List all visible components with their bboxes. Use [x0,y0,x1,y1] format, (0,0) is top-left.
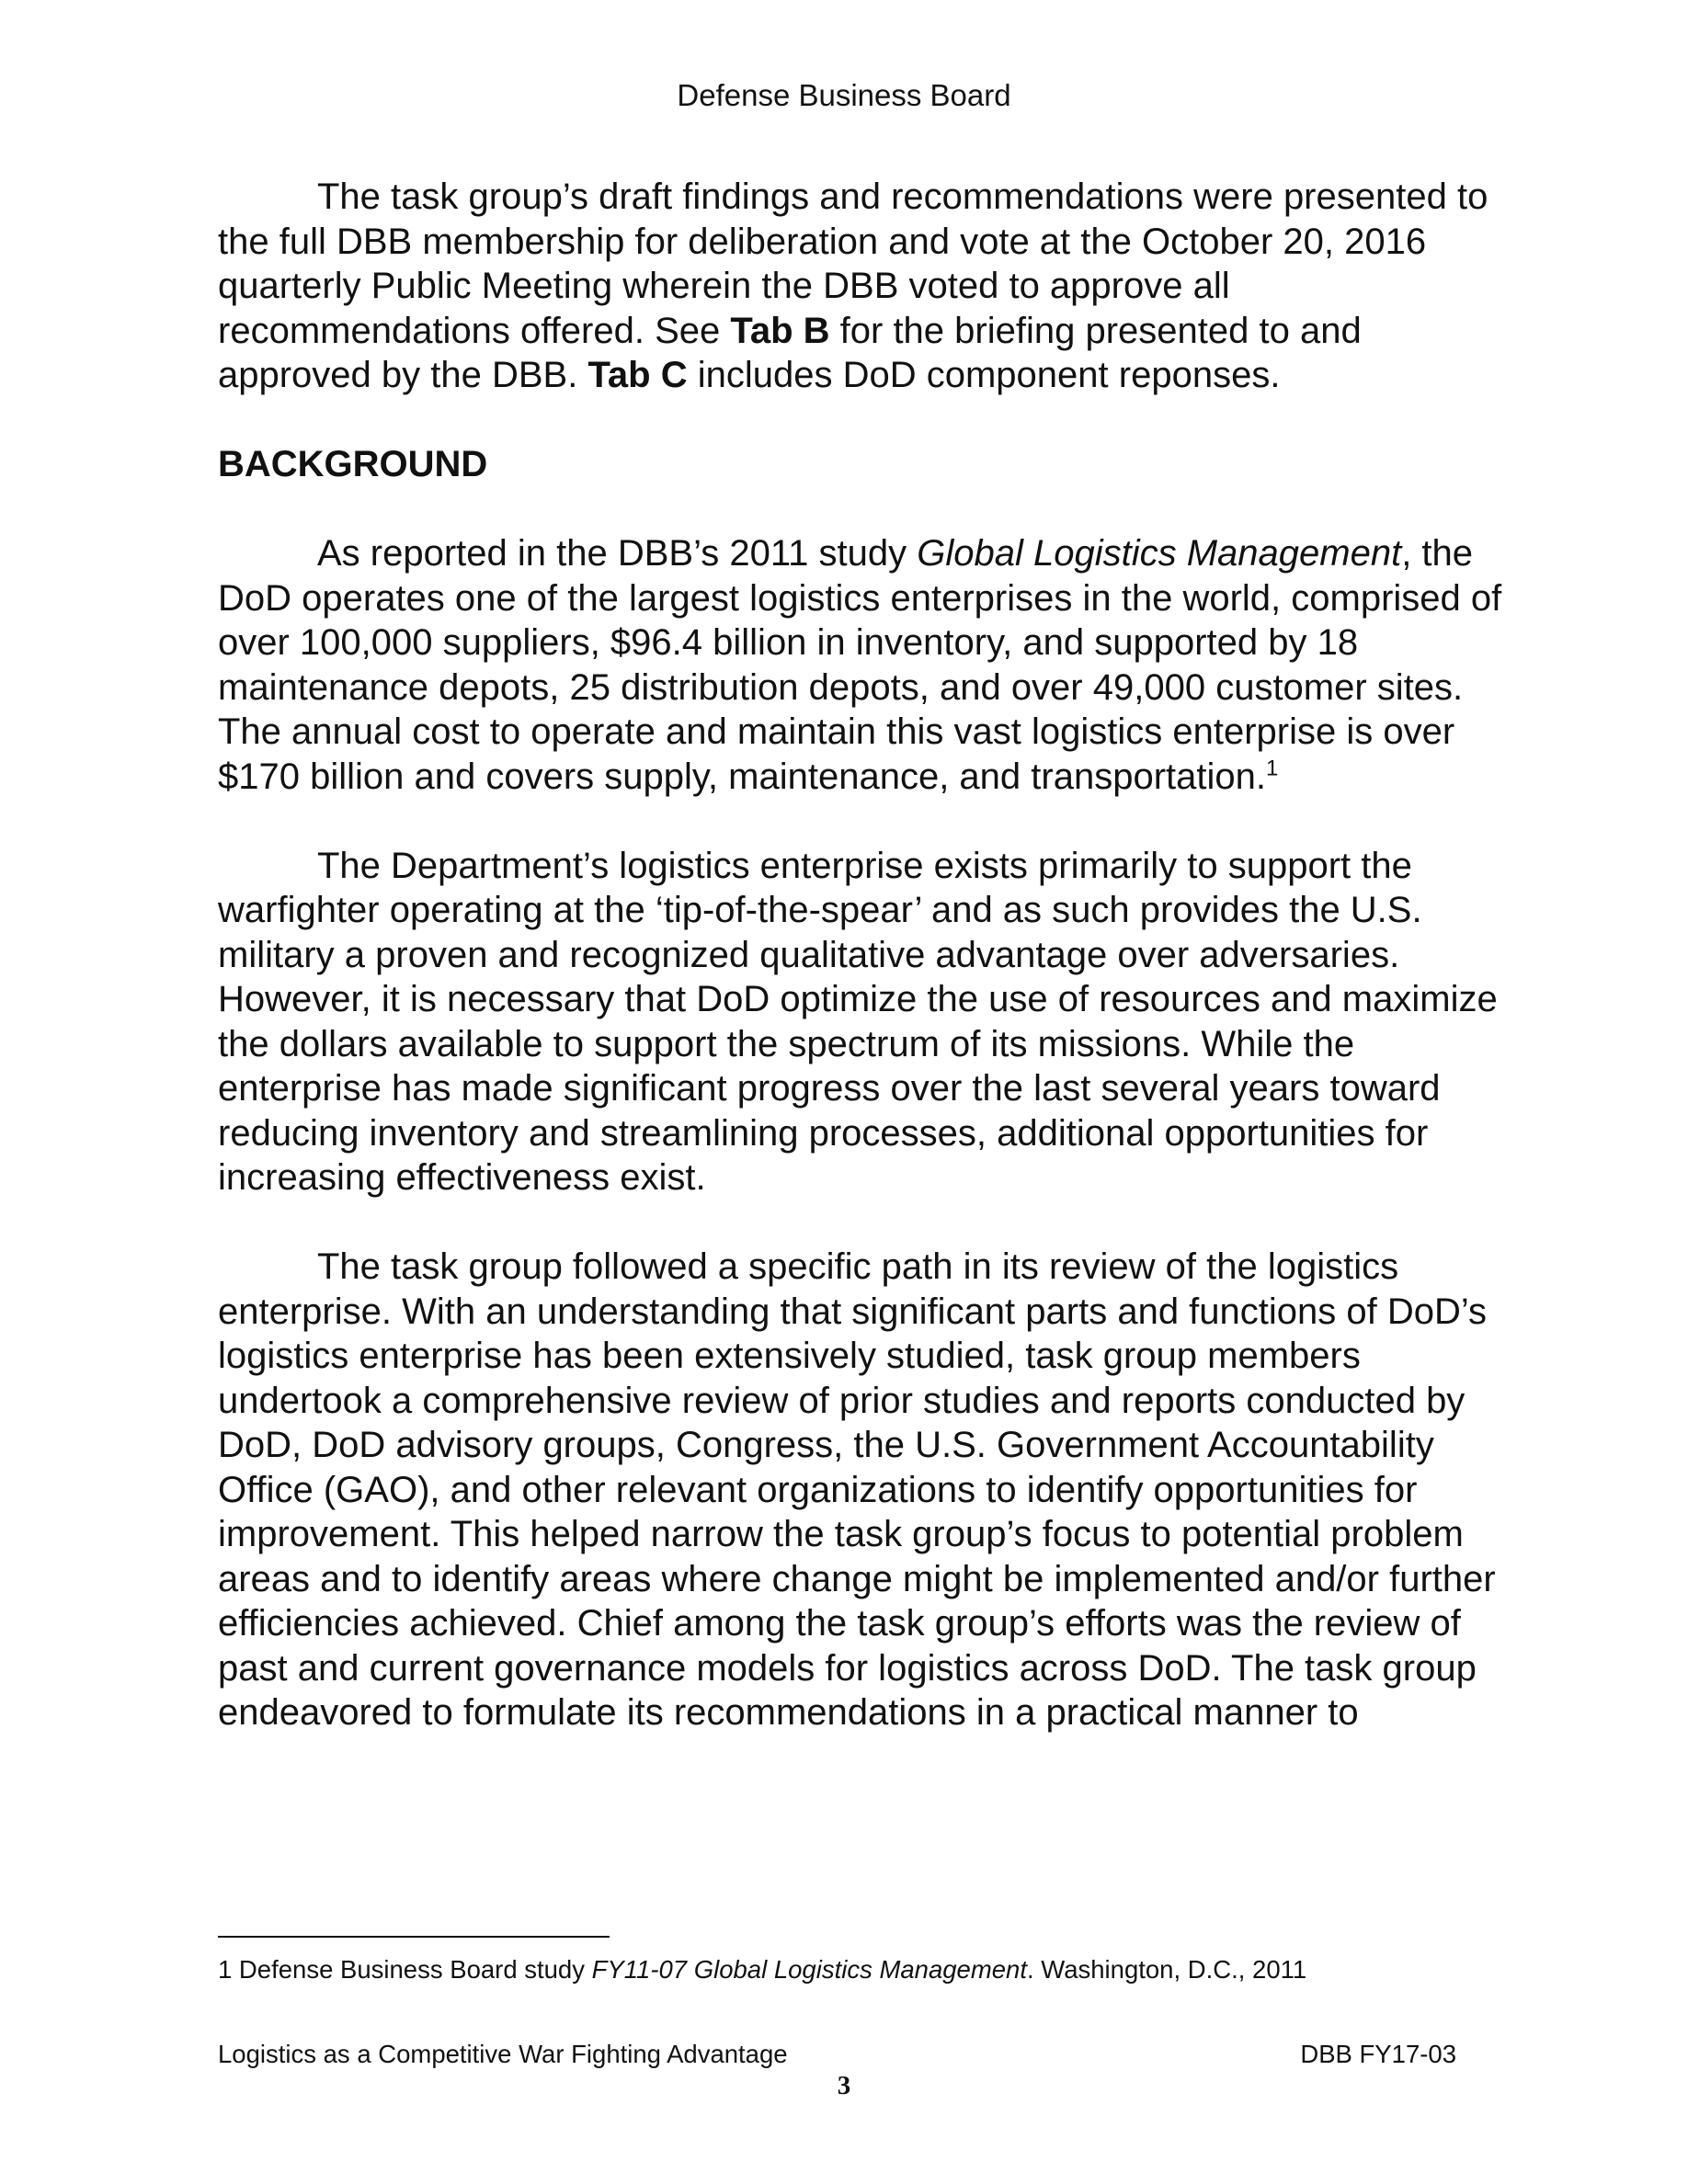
footer-document-title: Logistics as a Competitive War Fighting Advantage [218,2040,788,2068]
paragraph-background-3: The task group followed a specific path in its review of the logistics enterprise. With an understanding that significant parts and functions of DoD’s logistics enterprise has been extensively studied, task group members undertook a comprehensive review of prior studies and reports conducted by DoD, DoD advisory groups, Congress, the U.S. Government Accountability Office (GAO), and other relevant organizations to identify opportunities for improvement. This helped narrow the task group’s focus to potential problem areas and to identify areas where change might be implemented and/or further efficiencies achieved. Chief among the task group’s efforts was the review of past and current governance models for logistics across DoD. The task group endeavored to formulate its recommendations in a practical manner to [218,1246,1496,1733]
paragraph-background-1-text-a: As reported in the DBB’s 2011 study [317,533,918,574]
footnote-text-b: . Washington, D.C., 2011 [1026,1955,1307,1984]
paragraph-intro [218,175,1505,398]
footnote [218,1954,1306,1985]
paragraph-background-1 [218,531,1505,799]
page-number: 3 [837,2071,851,2100]
footnote-study-title: FY11-07 Global Logistics Management [591,1955,1027,1984]
footnote-text-a: Defense Business Board study [232,1955,592,1984]
footnote-divider [218,1936,610,1938]
footer-document-id: DBB FY17-03 [1300,2040,1456,2068]
spacer [218,487,1505,532]
page-header [0,77,1688,114]
tab-b-reference: Tab B [730,310,830,351]
footnote-reference: 1 [1265,756,1279,781]
tab-c-reference: Tab C [587,355,688,395]
paragraph-background-2: The Department’s logistics enterprise exists primarily to support the warfighter operating at the ‘tip-of-the-spear’ and as such provides the U.S. military a proven and recognized qualitative advantage over adversaries. However, it is necessary that DoD optimize the use of resources and maximize the dollars available to support the spectrum of its missions. While the enterprise has made significant progress over the last several years toward reducing inventory and streamlining processes, additional opportunities for increasing effectiveness exist. [218,845,1498,1198]
spacer [218,398,1505,443]
body-text [218,175,1505,1735]
header-title: Defense Business Board [677,78,1011,112]
paragraph-background-1-text-b: , the DoD operates one of the largest logistics enterprises in the world, comprised of over 100,000 suppliers, $96.4 billion in inventory, and supported by 18 maintenance depots, 25 distribution depots, and over 49,000 customer sites. The annual cost to operate and maintain this vast logistics enterprise is over $170 billion and covers supply, maintenance, and transportation. [218,533,1502,797]
paragraph-intro-text-b: for the briefing presented to and approved by the DBB. [218,310,1362,395]
spacer [218,1200,1505,1246]
paragraph-intro-text-c: includes DoD component reponses. [687,355,1281,395]
section-heading-background: BACKGROUND [218,444,488,484]
footnote-number: 1 [218,1955,233,1984]
study-title: Global Logistics Management [917,533,1402,574]
spacer [218,799,1505,844]
paragraph-intro-text-a: The task group’s draft findings and recommendations were presented to the full DBB membership for deliberation and vote at the October 20, 2016 quarterly Public Meeting wherein the DBB voted to approve all recommendations offered. See [218,176,1488,351]
